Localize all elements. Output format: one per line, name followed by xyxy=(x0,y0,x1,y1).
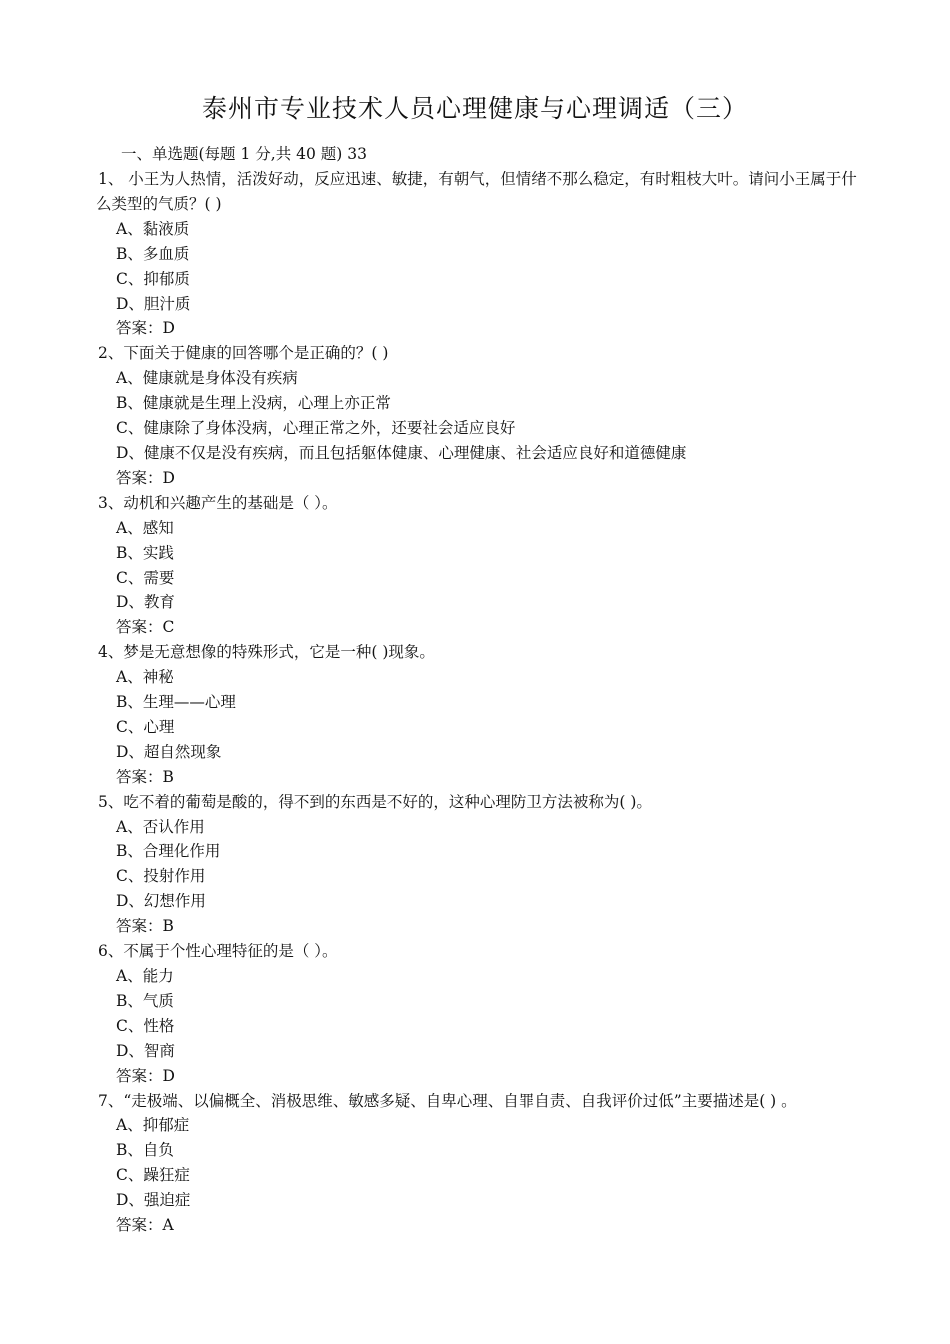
option-a: A、健康就是身体没有疾病 xyxy=(116,369,298,388)
question-6 xyxy=(96,939,866,1088)
answer: 答案：B xyxy=(116,767,174,786)
question-5 xyxy=(96,790,866,939)
option-a: A、抑郁症 xyxy=(116,1116,190,1135)
option-a: A、否认作用 xyxy=(116,817,205,836)
option-b: B、多血质 xyxy=(116,244,190,263)
option-b: B、生理——心理 xyxy=(116,693,236,712)
option-d: D、幻想作用 xyxy=(116,892,206,911)
option-b: B、实践 xyxy=(116,543,174,562)
question-text: 1、 小王为人热情，活泼好动，反应迅速、敏捷，有朝气，但情绪不那么稳定，有时粗枝大叶。请问小王属于什么类型的气质？( ) xyxy=(96,170,857,213)
option-b: B、健康就是生理上没病，心理上亦正常 xyxy=(116,394,391,413)
option-c: C、抑郁质 xyxy=(116,269,190,288)
option-d: D、智商 xyxy=(116,1041,175,1060)
answer: 答案：D xyxy=(116,468,175,487)
option-a: A、神秘 xyxy=(116,668,174,687)
question-text: 6、不属于个性心理特征的是（ ）。 xyxy=(98,942,338,961)
option-b: B、合理化作用 xyxy=(116,842,221,861)
section-header: 一、单选题(每题 1 分,共 40 题) 33 xyxy=(121,145,367,163)
option-d: D、健康不仅是没有疾病，而且包括躯体健康、心理健康、社会适应良好和道德健康 xyxy=(116,443,687,462)
question-2 xyxy=(96,341,866,490)
option-a: A、能力 xyxy=(116,967,174,985)
question-list xyxy=(96,167,866,1238)
question-1 xyxy=(96,167,866,341)
answer: 答案：D xyxy=(116,1066,175,1085)
option-c: C、躁狂症 xyxy=(116,1166,190,1185)
answer: 答案：C xyxy=(116,618,175,637)
question-text: 3、动机和兴趣产生的基础是（ ）。 xyxy=(98,493,338,512)
option-d: D、超自然现象 xyxy=(116,742,222,761)
question-4 xyxy=(96,640,866,789)
document-title: 泰州市专业技术人员心理健康与心理调适（三） xyxy=(201,94,748,123)
option-c: C、投射作用 xyxy=(116,867,206,886)
option-c: C、心理 xyxy=(116,717,175,736)
option-c: C、性格 xyxy=(116,1016,175,1035)
option-b: B、自负 xyxy=(116,1141,174,1160)
question-3 xyxy=(96,491,866,640)
question-text: 5、吃不着的葡萄是酸的，得不到的东西是不好的，这种心理防卫方法被称为( )。 xyxy=(98,792,652,811)
option-d: D、强迫症 xyxy=(116,1191,191,1210)
option-d: D、教育 xyxy=(116,593,175,612)
option-b: B、气质 xyxy=(116,991,174,1010)
question-text: 7、“走极端、以偏概全、消极思维、敏感多疑、自卑心理、自罪自责、自我评价过低”主要描述是( ) 。 xyxy=(98,1091,797,1110)
answer: 答案：B xyxy=(116,917,174,936)
option-d: D、胆汁质 xyxy=(116,294,191,313)
option-c: C、需要 xyxy=(116,568,175,587)
option-a: A、黏液质 xyxy=(116,219,190,238)
answer: 答案：D xyxy=(116,319,175,338)
option-a: A、感知 xyxy=(116,518,174,537)
question-text: 2、下面关于健康的回答哪个是正确的？( ) xyxy=(98,344,389,363)
option-c: C、健康除了身体没病，心理正常之外，还要社会适应良好 xyxy=(116,419,516,438)
question-text: 4、梦是无意想像的特殊形式，它是一种( )现象。 xyxy=(98,643,435,662)
answer: 答案：A xyxy=(116,1216,174,1235)
question-7 xyxy=(96,1089,866,1238)
